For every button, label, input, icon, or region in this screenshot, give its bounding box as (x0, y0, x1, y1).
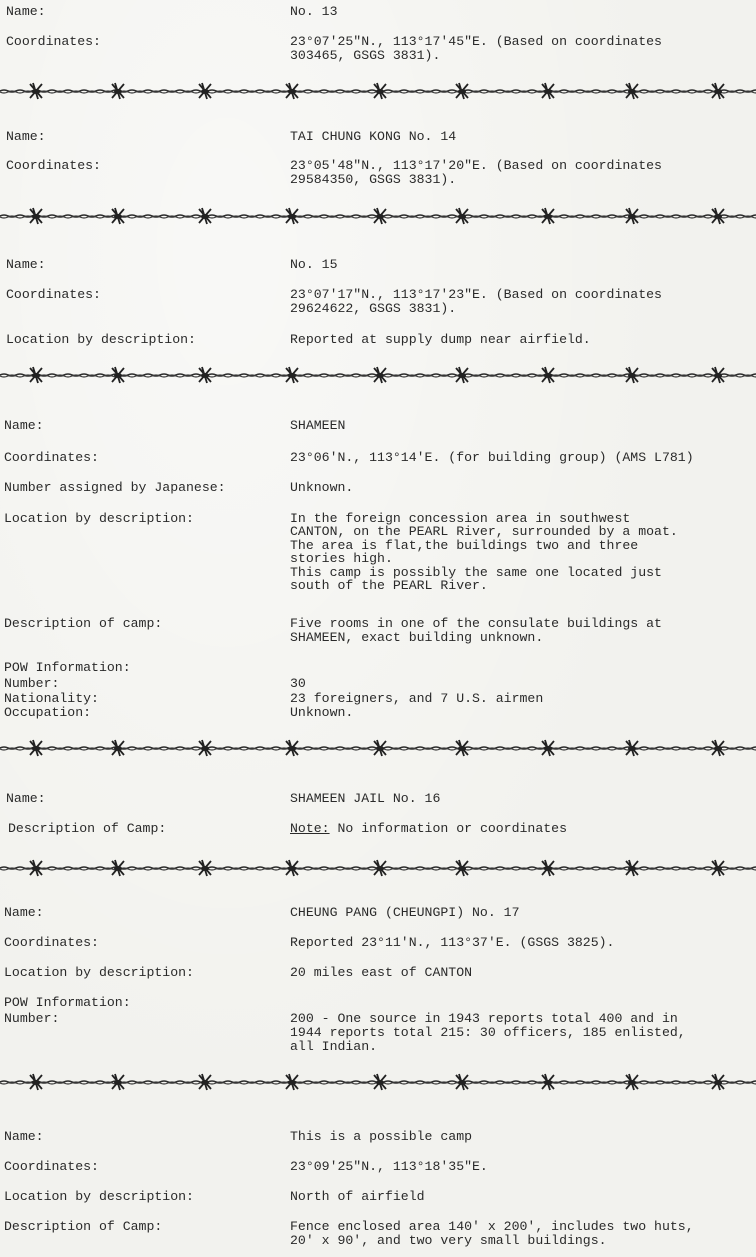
barb-knot (288, 1080, 296, 1085)
barb-knot (114, 1080, 122, 1085)
description-label: Description of Camp: (4, 1219, 163, 1234)
note-text: No information or coordinates (329, 821, 567, 836)
barb-knot (544, 89, 552, 94)
camp-name: SHAMEEN (290, 418, 346, 433)
barb-knot (544, 1080, 552, 1085)
location-value: Reported at supply dump near airfield. (290, 332, 591, 347)
pow-label: POW Information: (4, 995, 131, 1010)
camp-name: This is a possible camp (290, 1129, 473, 1144)
barb-knot (714, 373, 722, 378)
camp-name: SHAMEEN JAIL No. 16 (290, 791, 441, 806)
description-value: Fence enclosed area 140' x 200', includes two huts, 20' x 90', and two very small buildings. (290, 1219, 694, 1248)
barb-knot (544, 214, 552, 219)
barbed-wire-icon (0, 82, 756, 100)
camp-name: No. 15 (290, 257, 338, 272)
location-label: Location by description: (6, 332, 196, 347)
barb-knot (458, 89, 466, 94)
barb-knot (201, 214, 209, 219)
barb-knot (201, 746, 209, 751)
barb-knot (714, 746, 722, 751)
barbed-wire-icon (0, 739, 756, 757)
name-label: Name: (4, 1129, 44, 1144)
coordinates-label: Coordinates: (4, 1159, 99, 1174)
barb-knot (114, 373, 122, 378)
coordinates-value: 23°06'N., 113°14'E. (for building group) (AMS L781) (290, 450, 694, 465)
location-value: North of airfield (290, 1189, 425, 1204)
barbed-wire-icon (0, 366, 756, 384)
barb-knot (628, 866, 636, 871)
description-label: Description of camp: (4, 616, 163, 631)
name-label: Name: (6, 791, 46, 806)
barb-knot (201, 866, 209, 871)
pow-sub-labels: Number: (4, 1011, 60, 1026)
barb-knot (201, 373, 209, 378)
barb-knot (544, 866, 552, 871)
barbed-wire-icon (0, 859, 756, 877)
barb-knot (114, 214, 122, 219)
barbed-wire-divider (0, 739, 756, 757)
barb-knot (32, 1080, 40, 1085)
barb-knot (714, 866, 722, 871)
coordinates-label: Coordinates: (6, 34, 101, 49)
barb-knot (628, 89, 636, 94)
camp-name: CHEUNG PANG (CHEUNGPI) No. 17 (290, 905, 520, 920)
barbed-wire-icon (0, 1073, 756, 1091)
barb-knot (544, 373, 552, 378)
barb-knot (32, 89, 40, 94)
barb-knot (458, 746, 466, 751)
barb-knot (714, 89, 722, 94)
barbed-wire-divider (0, 366, 756, 384)
camp-name: TAI CHUNG KONG No. 14 (290, 129, 457, 144)
entry-pow-details-row (0, 1012, 756, 1068)
barb-knot (32, 866, 40, 871)
barb-knot (32, 373, 40, 378)
coordinates-value: 23°07'17"N., 113°17'23"E. (Based on coordinates 29624622, GSGS 3831). (290, 287, 662, 316)
barb-knot (114, 746, 122, 751)
note-label: Note: (290, 821, 330, 836)
coordinates-label: Coordinates: (4, 450, 99, 465)
barbed-wire-divider (0, 859, 756, 877)
barb-knot (288, 866, 296, 871)
entry-description-row (0, 1220, 756, 1257)
barb-knot (458, 214, 466, 219)
coordinates-value: Reported 23°11'N., 113°37'E. (GSGS 3825). (290, 935, 615, 950)
entry-pow-details-row (0, 677, 756, 733)
description-label: Description of Camp: (8, 821, 167, 836)
pow-sub-labels: Number: Nationality: Occupation: (4, 676, 99, 720)
number-value: Unknown. (290, 480, 354, 495)
barb-knot (458, 866, 466, 871)
barb-knot (32, 214, 40, 219)
barb-knot (114, 866, 122, 871)
barb-knot (32, 746, 40, 751)
name-label: Name: (4, 418, 44, 433)
barb-knot (288, 214, 296, 219)
number-label: Number assigned by Japanese: (4, 480, 226, 495)
barb-knot (458, 373, 466, 378)
barb-knot (376, 1080, 384, 1085)
barb-knot (288, 89, 296, 94)
barb-knot (714, 1080, 722, 1085)
name-label: Name: (6, 257, 46, 272)
barb-knot (201, 89, 209, 94)
location-label: Location by description: (4, 1189, 194, 1204)
barb-knot (628, 746, 636, 751)
pow-label: POW Information: (4, 660, 131, 675)
barbed-wire-divider (0, 1073, 756, 1091)
barb-knot (201, 1080, 209, 1085)
barb-knot (376, 866, 384, 871)
barbed-wire-divider (0, 207, 756, 225)
location-value: In the foreign concession area in southwest CANTON, on the PEARL River, surrounded by a moat. The area is flat,the buildings two and three stories high. This camp is possibly the same one located just south of the PEARL River. (290, 511, 678, 594)
name-label: Name: (6, 4, 46, 19)
coordinates-value: 23°09'25"N., 113°18'35"E. (290, 1159, 488, 1174)
barb-knot (628, 214, 636, 219)
description-value (290, 822, 752, 836)
coordinates-label: Coordinates: (4, 935, 99, 950)
pow-values: 30 23 foreigners, and 7 U.S. airmen Unknown. (290, 676, 544, 720)
barb-knot (714, 214, 722, 219)
coordinates-value: 23°05'48"N., 113°17'20"E. (Based on coordinates 29584350, GSGS 3831). (290, 158, 662, 187)
coordinates-value: 23°07'25"N., 113°17'45"E. (Based on coordinates 303465, GSGS 3831). (290, 34, 662, 63)
coordinates-label: Coordinates: (6, 158, 101, 173)
barb-knot (376, 89, 384, 94)
barbed-wire-icon (0, 207, 756, 225)
barb-knot (288, 746, 296, 751)
barb-knot (458, 1080, 466, 1085)
entry-location-row (0, 511, 756, 594)
location-value: 20 miles east of CANTON (290, 965, 473, 980)
barb-knot (376, 373, 384, 378)
barb-knot (544, 746, 552, 751)
camp-name: No. 13 (290, 4, 338, 19)
location-label: Location by description: (4, 965, 194, 980)
location-label: Location by description: (4, 511, 194, 526)
barb-knot (628, 373, 636, 378)
barb-knot (628, 1080, 636, 1085)
pow-values: 200 - One source in 1943 reports total 400 and in 1944 reports total 215: 30 officers, 185 enlisted, all Indian. (290, 1011, 686, 1054)
description-value: Five rooms in one of the consulate buildings at SHAMEEN, exact building unknown. (290, 616, 662, 645)
barb-knot (288, 373, 296, 378)
barb-knot (114, 89, 122, 94)
coordinates-label: Coordinates: (6, 287, 101, 302)
barb-knot (376, 746, 384, 751)
name-label: Name: (4, 905, 44, 920)
name-label: Name: (6, 129, 46, 144)
barb-knot (376, 214, 384, 219)
barbed-wire-divider (0, 82, 756, 100)
